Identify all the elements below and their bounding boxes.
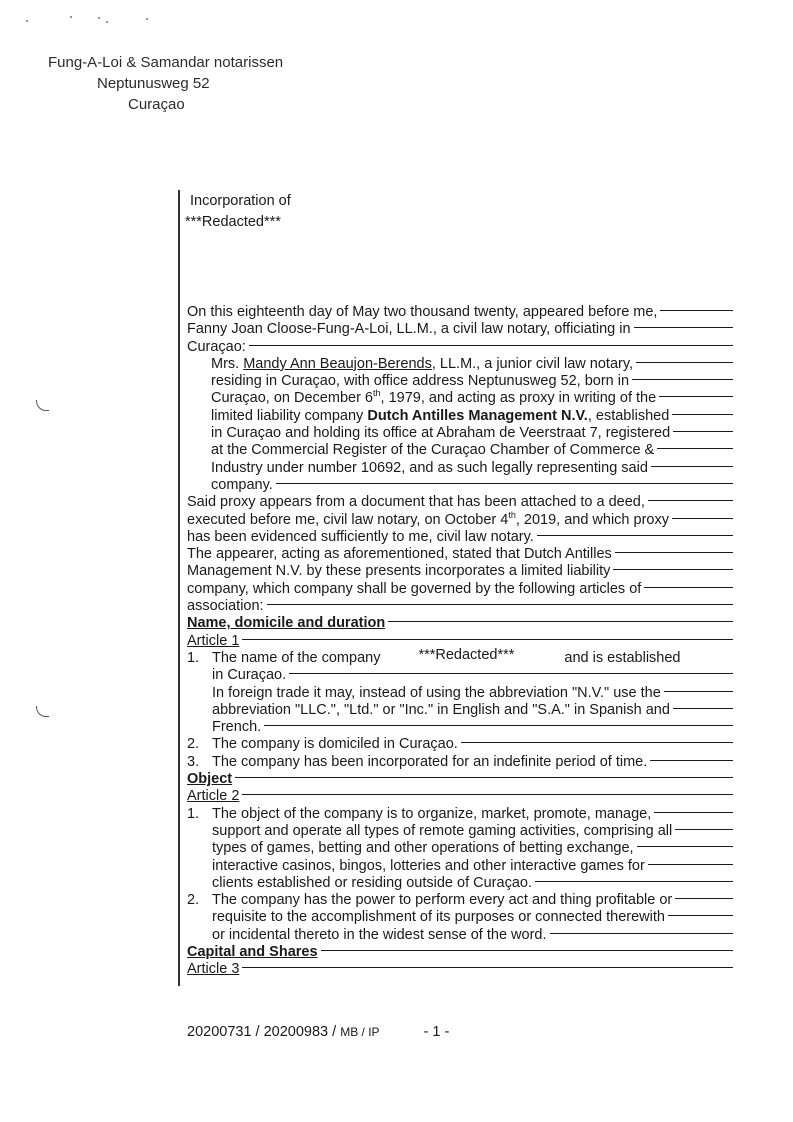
- firm-city: Curaçao: [128, 96, 185, 113]
- company-name-redacted: ***Redacted***: [418, 646, 515, 663]
- file-reference: 20200731 / 20200983 /: [187, 1024, 337, 1040]
- firm-street: Neptunusweg 52: [97, 75, 210, 92]
- appearer-name: Mandy Ann Beaujon-Berends: [243, 355, 432, 372]
- company-name: Dutch Antilles Management N.V.: [367, 407, 588, 424]
- punch-hole-mark: [36, 706, 49, 717]
- text-line: at the Commercial Register of the Curaçao Chamber of Commerce &: [187, 442, 733, 459]
- text-line: Fanny Joan Cloose-Fung-A-Loi, LL.M., a civil law notary, officiating in: [187, 321, 733, 338]
- text-line: interactive casinos, bingos, lotteries and other interactive games for: [187, 858, 733, 875]
- appearer-line: Mrs. Mandy Ann Beaujon-Berends, LL.M., a junior civil law notary,: [187, 356, 733, 373]
- text-line: support and operate all types of remote gaming activities, comprising all: [187, 823, 733, 840]
- list-item: 3. The company has been incorporated for an indefinite period of time.: [187, 754, 733, 771]
- text-line: Curaçao:: [187, 339, 733, 356]
- deed-title: Incorporation of: [190, 193, 291, 209]
- text-line: executed before me, civil law notary, on October 4th, 2019, and which proxy: [187, 512, 733, 529]
- article-heading: Article 1: [187, 633, 733, 650]
- text-line: company.: [187, 477, 733, 494]
- text-line: The appearer, acting as aforementioned, stated that Dutch Antilles: [187, 546, 733, 563]
- page-footer: [187, 1024, 449, 1040]
- initials: MB / IP: [340, 1025, 380, 1039]
- section-heading: Object: [187, 771, 733, 788]
- text-line: In foreign trade it may, instead of using the abbreviation "N.V." use the: [187, 685, 733, 702]
- text-line: Industry under number 10692, and as such legally representing said: [187, 460, 733, 477]
- article-heading: Article 2: [187, 788, 733, 805]
- list-item: 1. The object of the company is to organize, market, promote, manage,: [187, 806, 733, 823]
- text-line: in Curaçao and holding its office at Abraham de Veerstraat 7, registered: [187, 425, 733, 442]
- firm-name: Fung-A-Loi & Samandar notarissen: [48, 54, 284, 71]
- scan-specks: [22, 12, 162, 26]
- deed-header: [185, 191, 291, 233]
- text-line: clients established or residing outside of Curaçao.: [187, 875, 733, 892]
- text-line: has been evidenced sufficiently to me, civil law notary.: [187, 529, 733, 546]
- text-line: in Curaçao.: [187, 667, 733, 684]
- text-line: limited liability company Dutch Antilles Management N.V., established: [187, 408, 733, 425]
- page-number: - 1 -: [423, 1024, 450, 1040]
- list-item: 2. The company is domiciled in Curaçao.: [187, 736, 733, 753]
- text-line: abbreviation "LLC.", "Ltd." or "Inc." in English and "S.A." in Spanish and: [187, 702, 733, 719]
- deed-body: [187, 304, 733, 979]
- text-line: types of games, betting and other operations of betting exchange,: [187, 840, 733, 857]
- text-line: company, which company shall be governed by the following articles of: [187, 581, 733, 598]
- text-line: Management N.V. by these presents incorporates a limited liability: [187, 563, 733, 580]
- letterhead: [48, 52, 283, 115]
- section-heading: Name, domicile and duration: [187, 615, 733, 632]
- text-line: association:: [187, 598, 733, 615]
- text-line: or incidental thereto in the widest sense of the word.: [187, 927, 733, 944]
- deed-company-redacted: ***Redacted***: [185, 214, 281, 230]
- text-line: residing in Curaçao, with office address Neptunusweg 52, born in: [187, 373, 733, 390]
- text-line: requisite to the accomplishment of its purposes or connected therewith: [187, 909, 733, 926]
- text-line: Said proxy appears from a document that has been attached to a deed,: [187, 494, 733, 511]
- list-item: 1. The name of the company ***Redacted*** and is established: [187, 646, 681, 666]
- article-heading: Article 3: [187, 961, 733, 978]
- text-line: French.: [187, 719, 733, 736]
- margin-rule: [178, 190, 180, 986]
- section-heading: Capital and Shares: [187, 944, 733, 961]
- text-line: Curaçao, on December 6th, 1979, and acting as proxy in writing of the: [187, 390, 733, 407]
- text-line: On this eighteenth day of May two thousand twenty, appeared before me,: [187, 304, 733, 321]
- punch-hole-mark: [36, 400, 49, 411]
- list-item: 2. The company has the power to perform every act and thing profitable or: [187, 892, 733, 909]
